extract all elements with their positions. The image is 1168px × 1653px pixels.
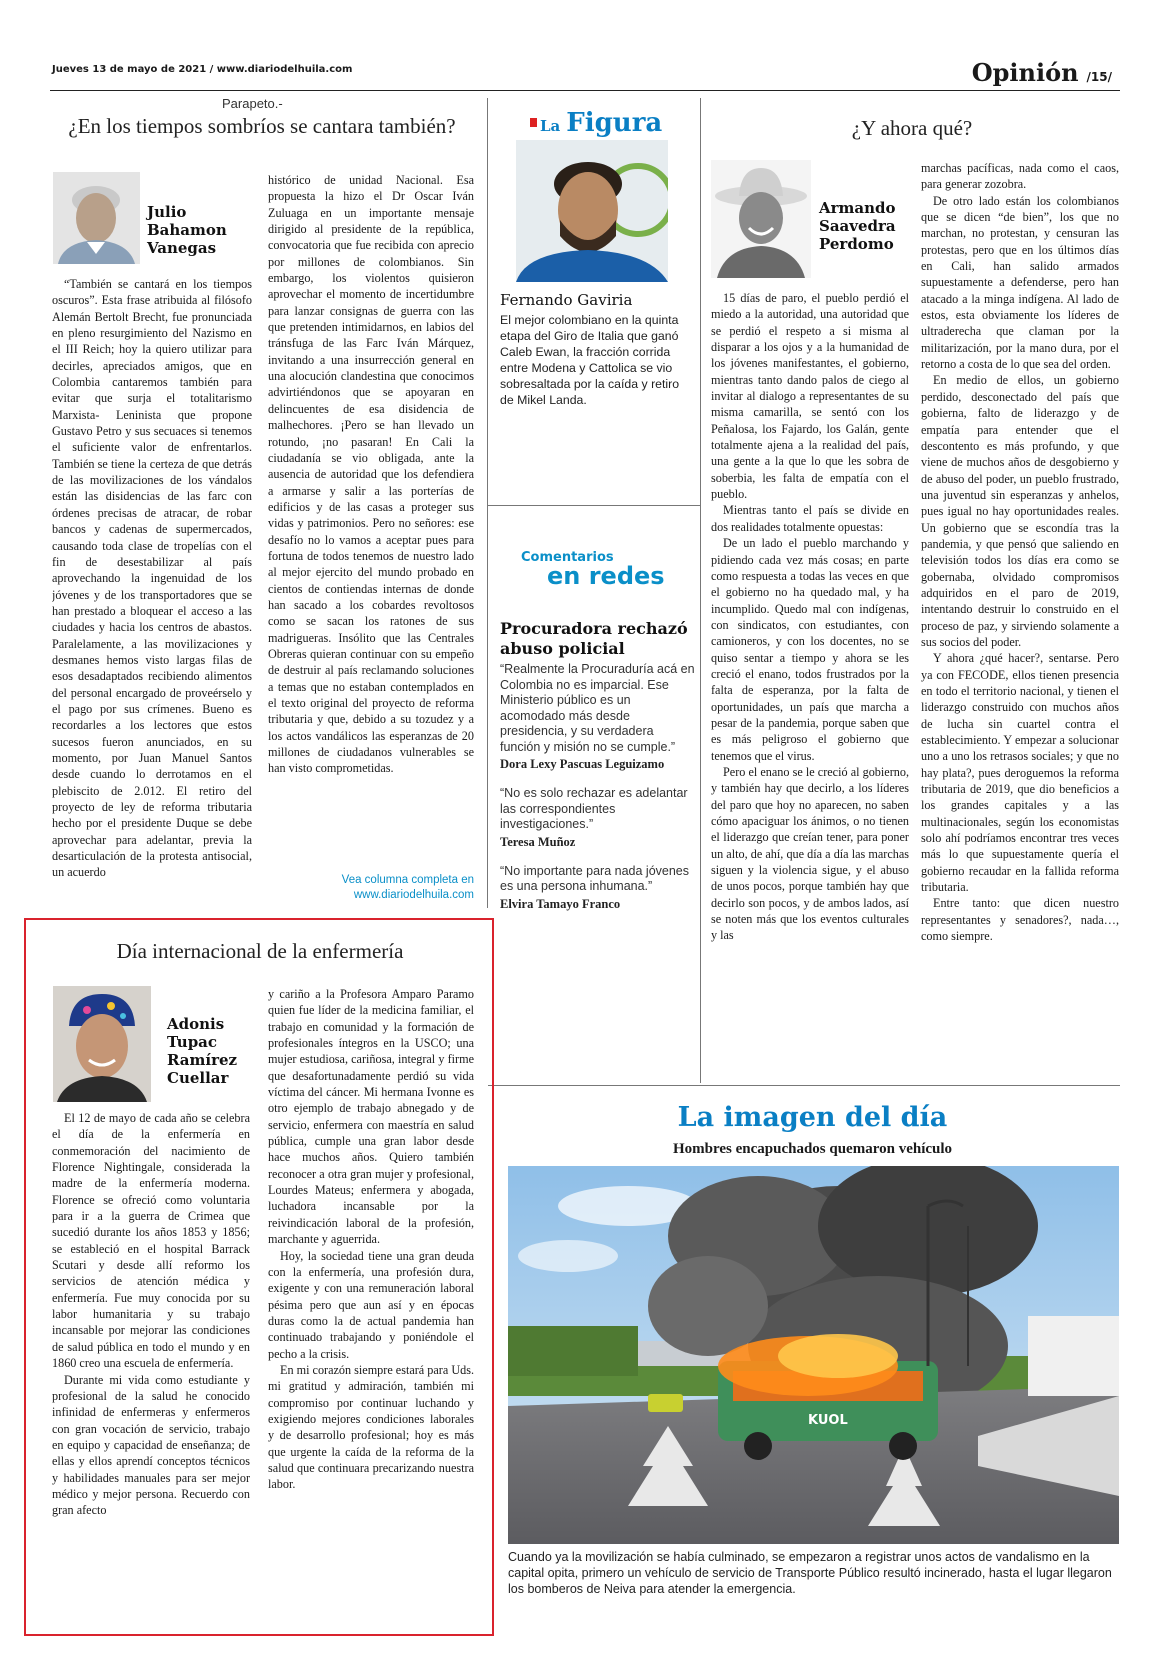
- figura-name: Fernando Gaviria: [500, 291, 633, 309]
- article2-column-1: [711, 290, 909, 1050]
- author-first: Armando: [819, 199, 896, 217]
- author-photo-adonis: [53, 986, 151, 1102]
- more-link-line1: Vea columna completa en: [341, 874, 474, 886]
- article3-paragraph: Durante mi vida como estudiante y profesional de la salud he conocido infinidad de enfermeras y enfermeros con gran vocación de servicio, trabajo en equipo y capacidad de enseñanza; de ellas y ellos aprendí conceptos técnicos y habilidades manuales para ser mejor médico y mejor persona. Recuerdo con gran afecto: [52, 1372, 250, 1518]
- article2-paragraph: Mientras tanto el país se divide en dos realidades totalmente opuestas:: [711, 503, 909, 534]
- author-photo-julio: [53, 172, 140, 264]
- article3-author: [167, 1015, 237, 1087]
- redes-label-big: en redes: [547, 562, 665, 590]
- article2-paragraph: En medio de ellos, un gobierno perdido, desconectado del país que gobierna, falto de liderazgo y de empatía para entender que el descontento es más profundo, y que viene de muchos años de desgobierno y de abuso del poder, un pueblo frustrado, una juventud sin esperanzas y anhelos, pues igual no hay oportunidades reales. Un gobierno que se escondía tras la pandemia, y que pensó que saliendo en televisión todos los días era como se gobernaba, olvidado compromisos adquiridos en el paro de 2019, intentando destruir lo construido en el proceso de paz, y sirviendo solamente a sus socios del poder.: [921, 373, 1119, 649]
- article1-title: ¿En los tiempos sombríos se cantara también?: [68, 114, 456, 138]
- header-rule: [50, 90, 1120, 91]
- article2-paragraph: Pero el enano se le creció al gobierno, y también hay que decirlo, a los líderes del paro que hoy no aparecen, no saben cómo apaciguar los ánimos, o no tienen el liderazgo que creían tener, para poner un alto, de ahí, que día a día las marchas siguen y la violencia sigue, y el abuso de unos pocos, porque también hay que decirlo son pocos, y de ambos lados, así se noten más que los eventos culturales y las: [711, 764, 909, 943]
- author-first: Adonis: [167, 1015, 225, 1033]
- figura-photo: [516, 140, 668, 282]
- article2-paragraph: Entre tanto: que dicen nuestro representantes y senadores?, nada…, como siempre.: [921, 896, 1119, 944]
- figura-label-small: La: [540, 117, 561, 135]
- article3-title: Día internacional de la enfermería: [116, 939, 404, 963]
- separator-figura-redes: [488, 505, 700, 506]
- figura-text: El mejor colombiano en la quinta etapa del Giro de Italia que ganó Caleb Ewan, la fracción corrida entre Modena y Cattolica se vio sobresaltada por la caída y retiro de Mikel Landa.: [500, 313, 680, 407]
- article1-paragraph: histórico de unidad Nacional. Esa propuesta la hizo el Dr Oscar Iván Zuluaga en un importante mensaje dirigido al presidente de la república, convocatoria que fue recibida con aprecio por millones de colombianos. Sin embargo, los violentos quisieron aprovechar el momento de incertidumbre para lanzar consignas de guerra con las que pretenden intimidarnos, en labios del tránsfuga de las Farc Iván Márquez, invitando a una insurrección general en una alocución clandestina que conocimos advirtiéndonos que se apoyaran en delincuentes de esa disidencia de malhechores. ¡Pero se han llevado un rotundo, ¡no pasaran! En Cali la ciudadanía se vio obligada, ante la ausencia de autoridad que los defendiera a armarse y salir a las porterías de edificios y de las casas a proteger sus vidas y patrimonios. Pero no señores: ese desafío no lo vamos a aceptar pues para fortuna de todos tenemos de nuestro lado al mejor ejercito del mundo probado en cientos de contiendas internas de donde han sacado a los cobardes revoltosos como se sacan los ratones de sus madrigueras. Insólito que las Centrales Obreras quieran continuar con su empeño de destruir al país reclamando soluciones a temas que no estaban contemplados en el texto original del proyecto de reforma tributaria y que, debido a su tozudez y a los actos vandálicos las esperanzas de 20 millones de ciudadanos vulnerables se han visto comprometidas.: [268, 173, 474, 776]
- comment-author: Elvira Tamayo Franco: [500, 896, 621, 911]
- article2-paragraph: 15 días de paro, el pueblo perdió el miedo a la autoridad, una autoridad que se perdió el respeto a si misma al disparar a los ojos y a la humanidad de los jóvenes manifestantes, el gobierno, mientras tanto dando palos de ciego al invitar al dialogo a representantes de su misma camarilla, se sentó con los Peñalosa, los Fajardo, los Galán, gente totalmente ajena a la realidad del país, una gente a la que lo que les sobra de soberbia, les falta de empatía con el pueblo.: [711, 291, 909, 502]
- author-middle: Saavedra: [819, 217, 896, 235]
- article1-column-2: [268, 172, 474, 868]
- comment-text: “No es solo rechazar es adelantar las correspondientes investigaciones.”: [500, 786, 688, 831]
- figura-label: [530, 108, 662, 138]
- article1-paragraph: “También se cantará en los tiempos oscuros”. Esta frase atribuida al filósofo Alemán Bertolt Brecht, fue pronunciada en pleno resurgimiento del Nazismo en el III Reich; hoy la quiero utilizar para decirles, apreciados amigos, que en Colombia cantaremos también para evitar que surja el totalitarismo Marxista- Leninista que propone Gustavo Petro y sus secuaces si tenemos el suficiente valor de enfrentarlos. También se tiene la certeza de que detrás de las movilizaciones de los vándalos están las disidencias de las farc con órdenes precisas de atracar, de robar bancos y cadenas de supermercados, causando toda clase de tropelías con el fin de desestabilizar al país aprovechando la ingenuidad de los jóvenes y de los transportadores que se han prestado a bloquear el acceso a las ciudades y hacia los centros de abastos. Paralelamente, a las movilizaciones y desmanes hemos visto largas filas de esos desadaptados recibiendo alimentos del personal encargado de proveérselo y el pago por sus crímenes. Bueno es recordarles a los lectores que estos sucesos fueron anunciados, en su momento, por Juan Manuel Santos desde cuando lo derrotamos en el plebiscito de 2.012. El retiro del proyecto de ley de reforma tributaria hecho por el presidente Duque se debe aprovechar para adelantar, previa la desarticulación de la protesta antisocial, un acuerdo: [52, 277, 252, 880]
- comment-text: “Realmente la Procuraduría acá en Colombia no es imparcial. Ese Ministerio público es un acomodado más desde presidencia, y su verdadera función y misión no se cumple.”: [500, 662, 695, 754]
- more-link-url: www.diariodelhuila.com: [353, 889, 474, 901]
- author-second: Tupac: [167, 1033, 218, 1051]
- figura-label-big: Figura: [566, 108, 663, 138]
- article1-author: [147, 203, 227, 257]
- article1-column-1: [52, 276, 252, 906]
- article2-paragraph: De otro lado están los colombianos que se dicen “de bien”, los que no marchan, no protestan, y censuran las protestas, pero que en los últimos días en Cali, han salido armados supuestamente a defenderse, pero han atacado a la minga indígena. Al lado de estos, esta obviamente los líderes de ultraderecha que claman por la militarización, por la mano dura, por el retorno a costa de lo que sea del orden.: [921, 193, 1119, 372]
- header-date-site: Jueves 13 de mayo de 2021 / www.diariodelhuila.com: [52, 64, 353, 75]
- article2-paragraph: marchas pacíficas, nada como el caos, para generar zozobra.: [921, 161, 1119, 192]
- comment-author: Teresa Muñoz: [500, 834, 576, 849]
- imagen-photo-burning-bus: [508, 1166, 1119, 1544]
- article3-paragraph: y cariño a la Profesora Amparo Paramo quien fue líder de la medicina familiar, el trabajo en comunidad y la formación de profesionales íntegros en la USCO; una mujer estudiosa, cariñosa, integral y firme que desafortunadamente perdió su vida víctima del cáncer. Mi hermana Ivonne es otro ejemplo de trabajo abnegado y de servicio, enfermera con maestría en salud pública, cumple una gran labor desde hace muchos años. Quiero también reconocer a otra gran mujer y profesional, Lourdes Mateus; enfermera y abogada, luchadora incansable por la reivindicación laboral de la profesión, marchante y aguerrida.: [268, 987, 474, 1247]
- redes-headline: Procuradora rechazó abuso policial: [500, 619, 688, 658]
- separator-imagen: [488, 1085, 1120, 1086]
- article2-paragraph: De un lado el pueblo marchando y pidiendo cada vez más cosas; en parte como respuesta a todas las veces en que el gobierno no ha quedado mal, y ha incumplido. Quedo mal con indígenas, con sindicatos, con estudiantes, con camioneros, y con los docentes, no se quiso sentar a tiempo y ahora se les creció el enano, todos frustrados por la falta de esperanza, por la falta de oportunidades, un país que marcha a pesar de la pandemia, porque saben que es más peligroso el gobierno que tenemos que el virus.: [711, 536, 909, 763]
- separator-right: [700, 98, 701, 1083]
- author-middle: Bahamon: [147, 221, 227, 239]
- author-last: Vanegas: [147, 239, 217, 257]
- separator-left: [487, 98, 488, 908]
- article3-column-2: [268, 986, 474, 1616]
- article2-title: ¿Y ahora qué?: [851, 116, 973, 140]
- figura-square-icon: [530, 118, 537, 127]
- section-title: [972, 58, 1112, 87]
- article2-author: [819, 199, 896, 253]
- imagen-subtitle: Hombres encapuchados quemaron vehículo: [672, 1141, 953, 1157]
- article2-column-2: [921, 160, 1119, 1050]
- imagen-caption: Cuando ya la movilización se había culminado, se empezaron a registrar unos actos de vandalismo en la capital opita, primero un vehículo de servicio de Transporte Público resultó incinerado, hasta el lugar llegaron los bomberos de Neiva para atender la emergencia.: [508, 1550, 1112, 1596]
- section-name: Opinión: [971, 58, 1079, 87]
- redes-comments: [500, 662, 695, 912]
- imagen-title: La imagen del día: [677, 1102, 948, 1133]
- comment-author: Dora Lexy Pascuas Leguizamo: [500, 757, 665, 771]
- page-number: /15/: [1086, 70, 1112, 84]
- article2-paragraph: Y ahora ¿qué hacer?, sentarse. Pero ya con FECODE, ellos tienen presencia en todo el territorio nacional, y tienen el liderazgo construido con muchos años de lucha sin cuartel contra el establecimiento. Y empezar a solucionar uno a uno los retrasos sociales; y que no hay plata?, pues deroguemos la reforma tributaria de 2019, que dio beneficios a los grandes capitales y a las multinacionales, según los economistas solo ahí podríamos encontrar tres veces más lo que supuestamente quería el gobierno recaudar en la fallida reforma tributaria.: [921, 651, 1119, 895]
- article3-paragraph: En mi corazón siempre estará para Uds. mi gratitud y admiración, también mi compromiso por continuar luchando y exigiendo mejores condiciones laborales y de desarrollo profesional; hoy es más que urgente la caída de la reforma de la salud que continuara precarizando nuestra labor.: [268, 1362, 474, 1492]
- article3-column-1: [52, 1110, 250, 1610]
- bus-text: KUOL: [808, 1413, 848, 1428]
- author-third: Ramírez: [167, 1051, 238, 1069]
- redes-label-small: Comentarios: [521, 550, 614, 565]
- comment-text: “No importante para nada jóvenes es una persona inhumana.”: [500, 863, 690, 893]
- article1-more-link[interactable]: [268, 873, 474, 903]
- article3-paragraph: Hoy, la sociedad tiene una gran deuda con la enfermería, una profesión dura, exigente y con una remuneración laboral pésima pero que aun así y en épocas duras como la de actual pandemia han continuado trabajando y poniéndole el pecho a la crisis.: [268, 1248, 474, 1361]
- author-photo-armando: [711, 160, 811, 278]
- author-last: Cuellar: [167, 1069, 229, 1087]
- author-first: Julio: [147, 203, 187, 221]
- author-last: Perdomo: [819, 235, 894, 253]
- article1-kicker: Parapeto.-: [222, 96, 283, 111]
- article3-paragraph: El 12 de mayo de cada año se celebra el día de la enfermería en conmemoración del nacimiento de Florence Nightingale, considerada la madre de la enfermería moderna. Florence se ofreció como voluntaria para ir a la guerra de Crimea que sucedió durante los años 1853 y 1856; se estableció en el hospital Barrack Scutari y desde allí reformo los servicios de atención médica y enfermería. Fue muy conocida por su labor humanitaria y su trabajo incansable por mejorar las condiciones de salud pública en todo el mundo y en 1860 creo una escuela de enfermería.: [52, 1111, 250, 1371]
